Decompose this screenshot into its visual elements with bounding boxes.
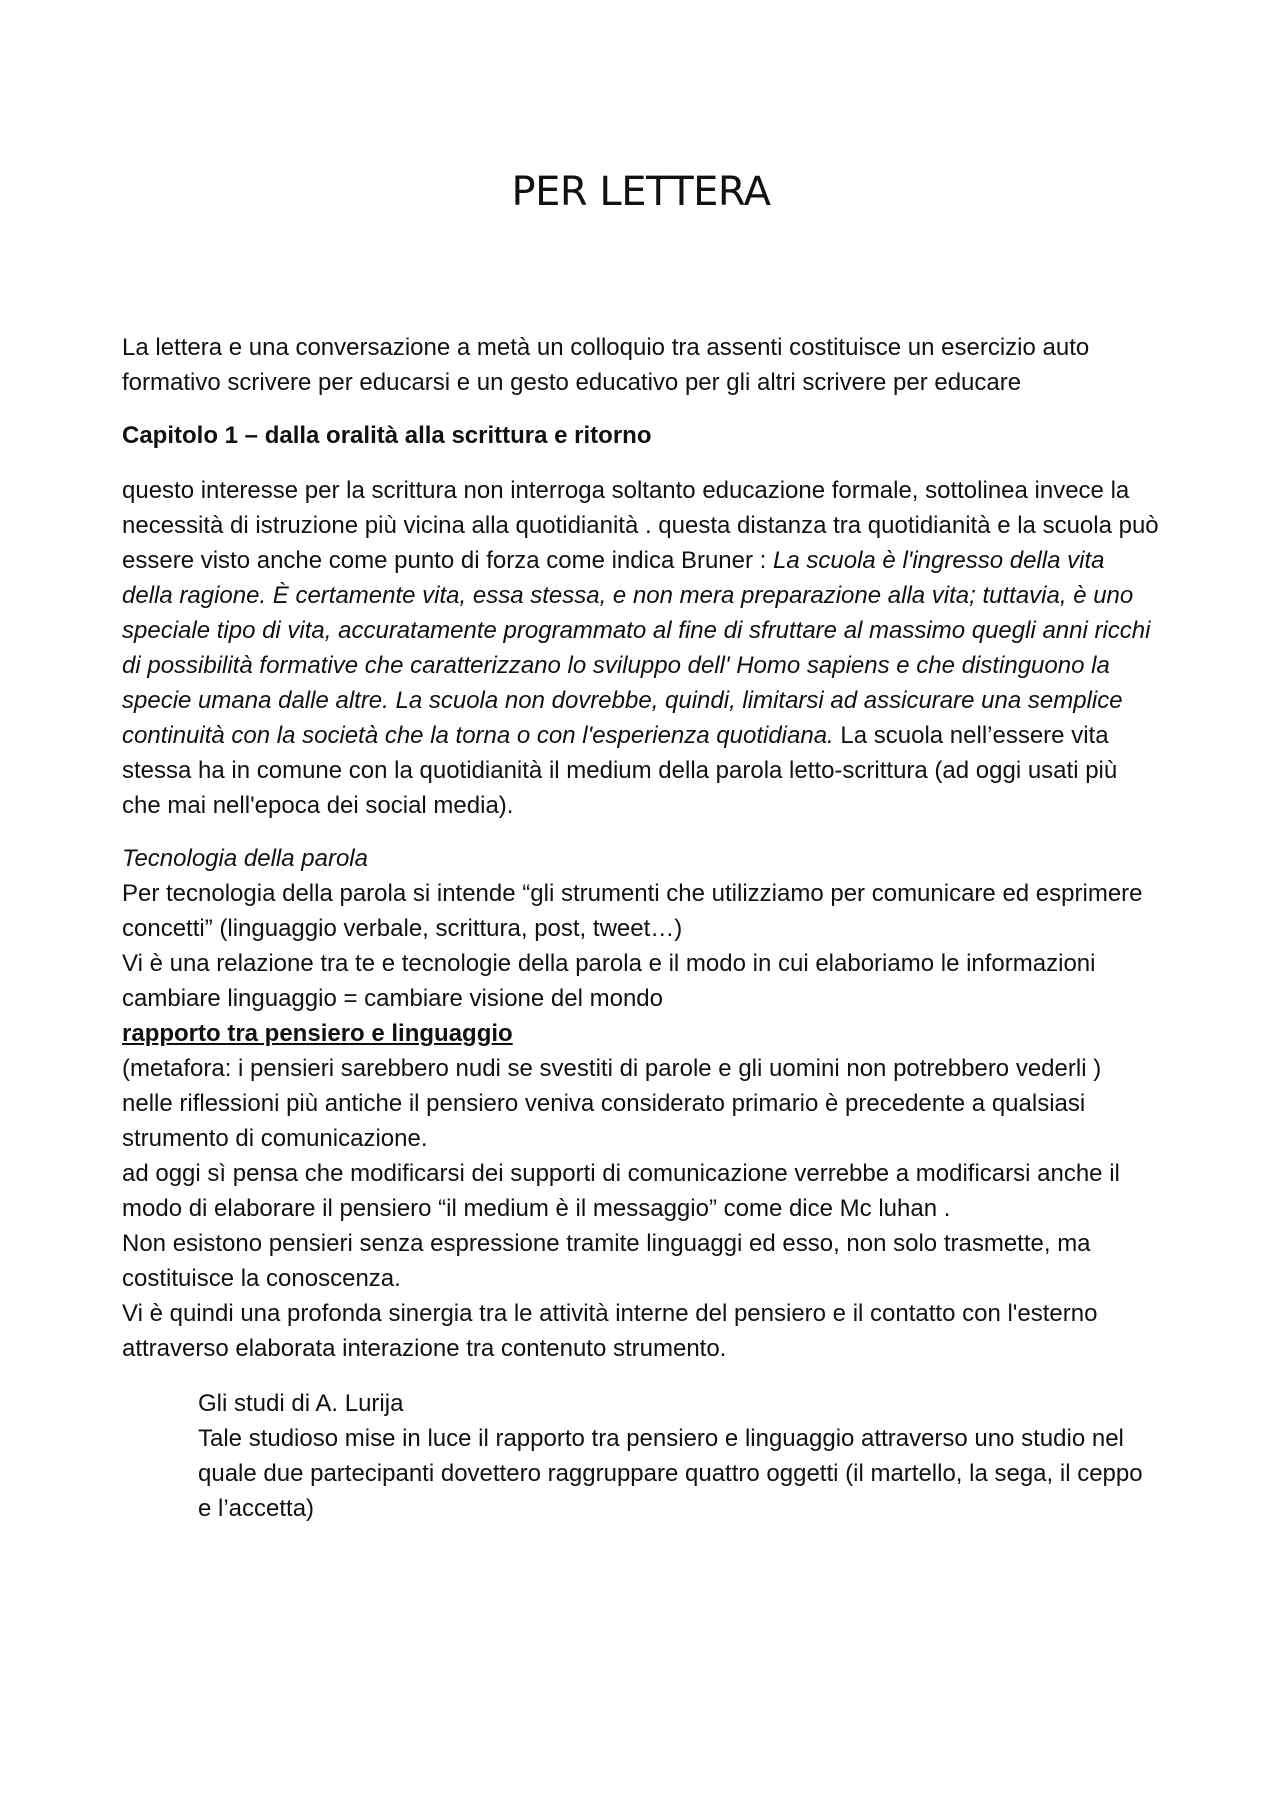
tech-line-4: (metafora: i pensieri sarebbero nudi se svestiti di parole e gli uomini non potrebbero vederli ) [122, 1055, 1102, 1082]
lurija-text: Tale studioso mise in luce il rapporto tra pensiero e linguaggio attraverso uno studio nel quale due partecipanti dovettero raggruppare quattro oggetti (il martello, la sega, il ceppo e l’accetta) [198, 1425, 1143, 1522]
chapter-paragraph [122, 473, 1160, 823]
page-title: PER LETTERA [511, 169, 771, 215]
bruner-quote: La scuola è l'ingresso della vita della ragione. È certamente vita, essa stessa, e non mera preparazione alla vita; tuttavia, è uno speciale tipo di vita, accuratamente programmato al fine di sfruttare al massimo quegli anni ricchi di possibilità formative che caratterizzano lo sviluppo dell' Homo sapiens e che distinguono la specie umana dalle altre. La scuola non dovrebbe, quindi, limitarsi ad assicurare una semplice continuità con la società che la torna o con l'esperienza quotidiana. [122, 547, 1151, 749]
chapter-paragraph-lead: questo interesse per la scrittura non interroga soltanto educazione formale, sottolinea invece la necessità di istruzione più vicina alla quotidianità . questa distanza tra quotidianità e la scuola può essere visto anche come punto di forza come indica Bruner : [122, 477, 1159, 574]
tech-line-2: Vi è una relazione tra te e tecnologie della parola e il modo in cui elaboriamo le informazioni [122, 950, 1096, 977]
tech-line-6: ad oggi sì pensa che modificarsi dei supporti di comunicazione verrebbe a modificarsi anche il modo di elaborare il pensiero “il medium è il messaggio” come dice Mc luhan . [122, 1160, 1120, 1222]
tech-subheading: rapporto tra pensiero e linguaggio [122, 1020, 513, 1047]
intro-paragraph: La lettera e una conversazione a metà un colloquio tra assenti costituisce un esercizio auto formativo scrivere per educarsi e un gesto educativo per gli altri scrivere per educare [122, 334, 1090, 396]
chapter-paragraph-tail: La scuola nell’essere vita stessa ha in comune con la quotidianità il medium della parola letto-scrittura (ad oggi usati più che mai nell'epoca dei social media). [122, 722, 1118, 819]
tech-line-1: Per tecnologia della parola si intende “gli strumenti che utilizziamo per comunicare ed esprimere concetti” (linguaggio verbale, scrittura, post, tweet…) [122, 880, 1143, 942]
tech-section [122, 841, 1160, 1366]
tech-line-7: Non esistono pensieri senza espressione tramite linguaggi ed esso, non solo trasmette, ma costituisce la conoscenza. [122, 1230, 1091, 1292]
lurija-section [198, 1386, 1160, 1526]
tech-heading: Tecnologia della parola [122, 845, 368, 872]
tech-line-5: nelle riflessioni più antiche il pensiero veniva considerato primario è precedente a qualsiasi strumento di comunicazione. [122, 1090, 1086, 1152]
lurija-heading: Gli studi di A. Lurija [198, 1390, 404, 1417]
tech-line-3: cambiare linguaggio = cambiare visione del mondo [122, 985, 663, 1012]
chapter-heading: Capitolo 1 – dalla oralità alla scrittura e ritorno [122, 422, 652, 449]
tech-line-8: Vi è quindi una profonda sinergia tra le attività interne del pensiero e il contatto con l'esterno attraverso elaborata interazione tra contenuto strumento. [122, 1300, 1098, 1362]
